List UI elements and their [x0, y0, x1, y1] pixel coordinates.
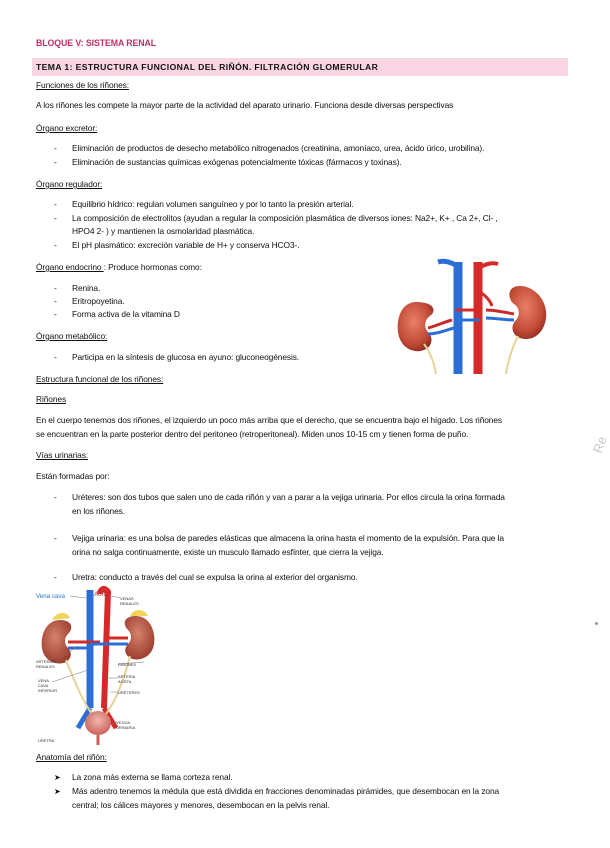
- bullet-dash: -: [54, 309, 57, 319]
- label-uretra: URETRA: [38, 738, 55, 743]
- bullet-dash: -: [54, 352, 57, 362]
- regulador-heading: Órgano regulador:: [36, 179, 103, 189]
- uretra-item: Uretra: conducto a través del cual se expulsa la orina al exterior del organismo.: [72, 572, 358, 582]
- vejiga-line-2: orina no salga continuamente, existe un musculo llamado esfínter, que cierra la vejiga.: [72, 547, 384, 557]
- endocrino-item-3: Forma activa de la vitamina D: [72, 309, 180, 319]
- bladder-diagram: [85, 711, 111, 735]
- bullet-dash: -: [54, 143, 57, 153]
- excretor-item-2: Eliminación de sustancias químicas exógenas potencialmente tóxicas (fármacos y toxinas).: [72, 157, 402, 167]
- rinones-paragraph-2: se encuentran en la parte posterior dentro del peritoneo (retroperitoneal). Miden unos 10-15 cm y tienen forma de puño.: [36, 429, 469, 439]
- label-vena-cava-inf-1: VENA: [38, 678, 49, 683]
- label-rinones: RIÑONES: [118, 662, 137, 667]
- vejiga-line-1: Vejiga urinaria: es una bolsa de paredes elásticas que almacena la orina hasta el momento de la expulsión. Para que la: [72, 533, 504, 543]
- endocrino-heading: Órgano endocrino: [36, 262, 104, 272]
- excretor-item-1: Eliminación de productos de desecho metabólico nitrogenados (creatinina, amoníaco, urea, ácido úrico, urobilina).: [72, 143, 485, 153]
- rinones-paragraph-1: En el cuerpo tenemos dos riñones, el izquierdo un poco más arriba que el derecho, que se encuentra bajo el hígado. Los riñones: [36, 415, 503, 425]
- watermark-text: Re: [590, 434, 610, 456]
- label-arteria-aorta-1: ARTERIA: [118, 674, 136, 679]
- bullet-dash: -: [54, 199, 57, 209]
- arrow-bullet-icon: ➤: [54, 787, 61, 796]
- metabolico-item: Participa en la síntesis de glucosa en ayuno: gluconeogénesis.: [72, 352, 300, 362]
- ureteres-line-1: Uréteres: son dos tubos que salen uno de cada riñón y van a parar a la vejiga urinaria. Por ellos circula la orina formada: [72, 492, 505, 502]
- ureteres-line-2: en los riñones.: [72, 506, 125, 516]
- label-arterias-renales-1: ARTERIAS: [36, 659, 56, 664]
- endocrino-heading-line: [36, 262, 202, 273]
- label-arterias-renales-2: RENALES: [36, 664, 55, 669]
- bullet-dash: -: [54, 157, 57, 167]
- estructura-heading: Estructura funcional de los riñones:: [36, 374, 164, 384]
- topic-title: TEMA 1: ESTRUCTURA FUNCIONAL DEL RIÑÓN. FILTRACIÓN GLOMERULAR: [36, 62, 379, 72]
- endocrino-item-1: Renina.: [72, 283, 101, 293]
- arrow-bullet-icon: ➤: [54, 773, 61, 782]
- bullet-dash: -: [54, 492, 57, 502]
- kidneys-illustration: [394, 262, 552, 374]
- rinones-subheading: Riñones: [36, 394, 67, 404]
- funciones-intro: A los riñones les compete la mayor parte de la actividad del aparato urinario. Funciona desde diversas perspectivas: [36, 100, 454, 110]
- anatomia-item-2a: Más adentro tenemos la médula que está dividida en fracciones denominadas pirámides, que desembocan en la zona: [72, 786, 500, 796]
- anatomia-item-1: La zona más externa se llama corteza renal.: [72, 772, 233, 782]
- regulador-item-1: Equilibrio hídrico: regulan volumen sanguíneo y por lo tanto la presión arterial.: [72, 199, 354, 209]
- anatomia-heading: Anatomía del riñón:: [36, 752, 107, 762]
- label-ureteres: URÉTERES: [118, 690, 140, 695]
- label-vena-cava: Vena cava: [36, 593, 65, 600]
- regulador-item-2a: La composición de electrolitos (ayudan a regular la composición plasmática de diversos iones: Na2+, K+ , Ca 2+, Cl- ,: [72, 213, 498, 223]
- label-vena-cava-inf-3: INFERIOR: [38, 688, 58, 693]
- anatomia-item-2b: central; los cálices mayores y menores, desembocan en la pelvis renal.: [72, 800, 330, 810]
- label-vena-cava-inf-2: CAVA: [38, 683, 49, 688]
- bullet-dash: -: [54, 240, 57, 250]
- bullet-dash: -: [54, 296, 57, 306]
- label-aorta: Aorta: [94, 591, 109, 598]
- vias-intro: Están formadas por:: [36, 471, 110, 481]
- regulador-item-3: El pH plasmático: excreción variable de H+ y conserva HCO3-.: [72, 240, 300, 250]
- label-vejiga-2: URINARIA: [116, 725, 136, 730]
- bullet-dash: -: [54, 283, 57, 293]
- block-title: BLOQUE V: SISTEMA RENAL: [36, 38, 157, 48]
- regulador-item-2b: HPO4 2- ) y mantienen la osmolaridad plasmática.: [72, 226, 255, 236]
- right-kidney: [509, 286, 546, 339]
- vias-heading: Vías urinarias:: [36, 450, 89, 460]
- label-vejiga-1: VEJIGA: [116, 720, 131, 725]
- endocrino-heading-rest: : Produce hormonas como:: [103, 262, 202, 272]
- label-arteria-aorta-2: AORTA: [118, 679, 132, 684]
- bullet-dash: -: [54, 572, 57, 582]
- metabolico-heading: Órgano metabólico:: [36, 331, 108, 341]
- watermark-dot: [595, 622, 598, 625]
- label-venas-renales-2: RENALES: [120, 601, 139, 606]
- excretor-heading: Órgano excretor:: [36, 123, 98, 133]
- endocrino-item-2: Eritropoyetina.: [72, 296, 125, 306]
- funciones-heading: Funciones de los riñones:: [36, 80, 129, 90]
- bullet-dash: -: [54, 533, 57, 543]
- urinary-system-diagram: [34, 590, 174, 745]
- bullet-dash: -: [54, 213, 57, 223]
- label-venas-renales-1: VENAS: [120, 596, 134, 601]
